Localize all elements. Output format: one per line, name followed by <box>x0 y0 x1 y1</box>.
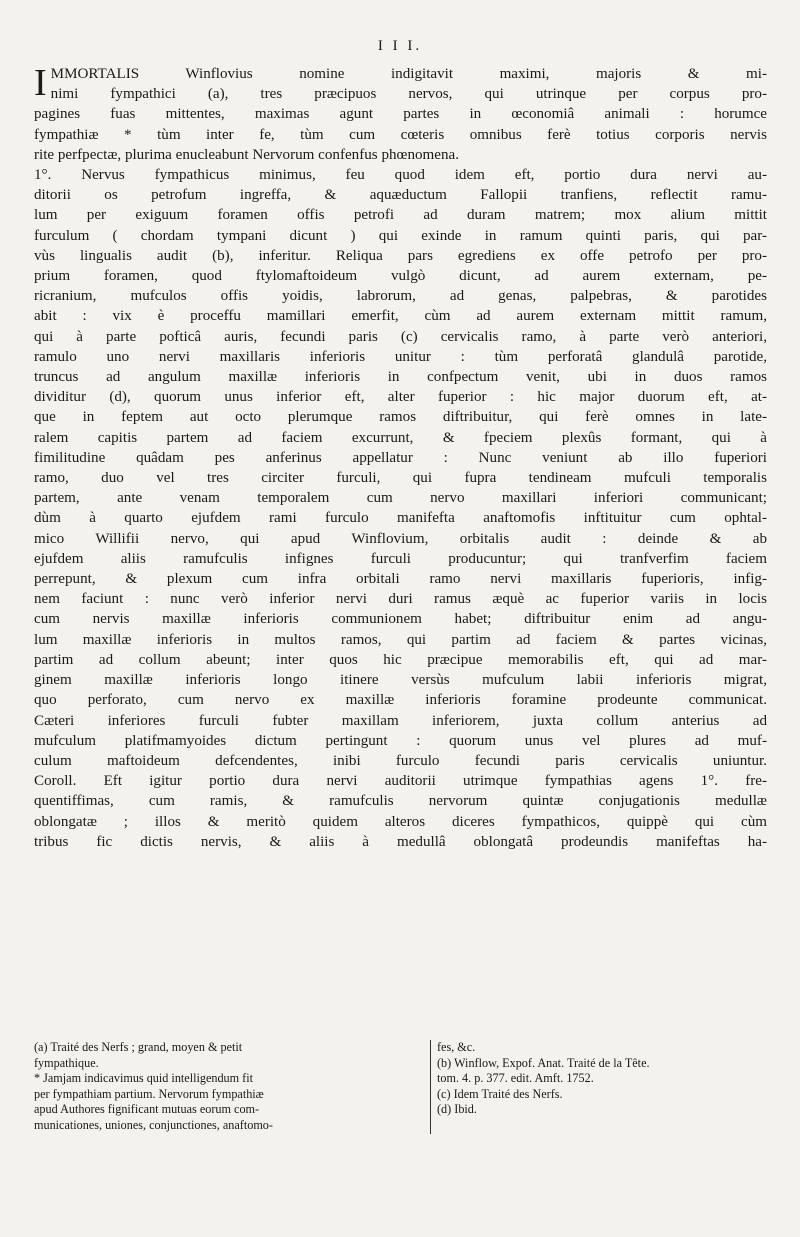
footnotes-left-column <box>34 1040 431 1134</box>
text-line: abit : vix è proceffu mamillari emerfit, cùm ad aurem externam mittit ramum, <box>34 308 767 325</box>
footnote-line: (b) Winflow, Expof. Anat. Traité de la Tête. <box>437 1055 650 1070</box>
text-line: que in feptem aut octo plerumque ramos diftribuitur, qui ferè omnes in late- <box>34 409 767 426</box>
footnotes <box>34 1040 767 1134</box>
text-line: fympathiæ * tùm inter fe, tùm cum cœteris omnibus ferè totius corporis nervis <box>34 126 767 143</box>
text-line: quo perforato, cum nervo ex maxillæ inferioris foramine prodeunte communicat. <box>34 692 767 709</box>
footnote-line: fes, &c. <box>437 1040 476 1054</box>
text-line: dùm à quarto ejufdem rami furculo manifefta anaftomofis inftituitur cum ophtal- <box>34 510 767 527</box>
text-line: oblongatæ ; illos & meritò quidem alteros diceres fympathicos, quippè qui cùm <box>34 813 767 830</box>
body-text <box>34 64 767 852</box>
text-line: ditorii os petrofum ingreffa, & aquæductum Fallopii tranfiens, reflectit ramu- <box>34 187 767 204</box>
text-line: prium foramen, quod ftylomaftoideum vulgò dicunt, ad aurem externam, pe- <box>34 268 767 285</box>
text-line: mico Willifii nervo, qui apud Winflovium, orbitalis audit : deinde & ab <box>34 530 767 547</box>
text-line: pagines fuas mittentes, maximas agunt partes in œconomiâ animali : horumce <box>34 106 767 123</box>
text-line: vùs lingualis audit (b), inferitur. Reliqua pars egrediens ex offe petrofo per pro- <box>34 247 767 264</box>
text-line: mufculum platifmamyoides dictum pertingunt : quorum unus vel plures ad muf- <box>34 732 767 749</box>
text-line: qui à parte pofticâ auris, fecundi paris (c) cervicalis ramo, à parte verò anteriori, <box>34 328 767 345</box>
text-line: quentiffimas, cum ramis, & ramufculis nervorum quintæ conjugationis medullæ <box>34 793 767 810</box>
text-line: ricranium, mufculos offis yoidis, labrorum, ad genas, palpebras, & parotides <box>34 288 767 305</box>
text-line: lum maxillæ inferioris in multos ramos, qui partim ad faciem & partes vicinas, <box>34 631 767 648</box>
text-line: cum nervis maxillæ inferioris communionem habet; diftribuitur enim ad angu- <box>34 611 767 628</box>
text-line: rite perfpectæ, plurima enucleabunt Nervorum confenfus phœnomena. <box>34 146 459 163</box>
text-line: furculum ( chordam tympani dicunt ) qui exinde in ramum quinti paris, qui par- <box>34 227 767 244</box>
text-line: ginem maxillæ inferioris longo itinere versùs mufculum labii inferioris migrat, <box>34 672 767 689</box>
drop-cap: I <box>34 62 47 104</box>
footnote-line: fympathique. <box>34 1055 99 1070</box>
page-number: I I I. <box>377 38 423 54</box>
footnote-line: municationes, uniones, conjunctiones, anaftomo- <box>34 1117 273 1132</box>
text-line: nem faciunt : nunc verò inferior nervi duri ramus æquè ac fuperior variis in locis <box>34 591 767 608</box>
text-line: nimi fympathici (a), tres præcipuos nervos, qui utrinque per corpus pro- <box>50 86 767 103</box>
footnotes-right-column <box>431 1040 767 1134</box>
text-line: tribus fic dictis nervis, & aliis à medullâ oblongatâ prodeundis manifeftas ha- <box>34 833 767 850</box>
text-line: lum per exiguum foramen offis petrofi ad duram matrem; mox alium mittit <box>34 207 767 224</box>
footnote-line: apud Authores fignificant mutuas eorum com- <box>34 1102 260 1117</box>
text-line: 1°. Nervus fympathicus minimus, feu quod idem eft, portio dura nervi au- <box>34 167 767 184</box>
text-line: MMORTALIS Winflovius nomine indigitavit maximi, majoris & mi- <box>50 66 767 82</box>
footnote-line: per fympathiam partium. Nervorum fympathiæ <box>34 1086 264 1101</box>
text-line: truncus ad angulum maxillæ inferioris in confpectum venit, ubi in duos ramos <box>34 369 767 386</box>
text-line: culum maftoideum defcendentes, inibi furculo fecundi paris cervicalis uniuntur. <box>34 752 767 769</box>
text-line: Coroll. Eft igitur portio dura nervi auditorii utrimque fympathias agens 1°. fre- <box>34 773 767 790</box>
text-line: partim ad collum abeunt; inter quos hic præcipue memorabilis eft, qui ad mar- <box>34 651 767 668</box>
text-line: ramo, duo vel tres circiter furculi, qui fupra tendineam mufculi temporalis <box>34 470 767 487</box>
footnote-line: tom. 4. p. 377. edit. Amft. 1752. <box>437 1071 594 1086</box>
footnote-line: (d) Ibid. <box>437 1102 477 1117</box>
text-line: partem, ante venam temporalem cum nervo maxillari inferiori communicant; <box>34 490 767 507</box>
text-line: ejufdem aliis ramufculis infignes furculi producuntur; qui tranfverfim faciem <box>34 550 767 567</box>
text-line: Cæteri inferiores furculi fubter maxillam inferiorem, juxta collum anterius ad <box>34 712 767 729</box>
text-line: fimilitudine quâdam pes anferinus appellatur : Nunc veniunt ab illo fuperiori <box>34 449 767 466</box>
footnote-line: (a) Traité des Nerfs ; grand, moyen & petit <box>34 1040 243 1054</box>
footnote-line: (c) Idem Traité des Nerfs. <box>437 1086 563 1101</box>
text-line: ramulo uno nervi maxillaris inferioris unitur : tùm perforatâ glandulâ parotide, <box>34 348 767 365</box>
footnote-line: * Jamjam indicavimus quid intelligendum fit <box>34 1071 254 1086</box>
text-line: dividitur (d), quorum unus inferior eft, alter fuperior : hic major duorum eft, at- <box>34 389 767 406</box>
text-line: ralem capitis partem ad faciem excurrunt, & fpeciem plexûs formant, qui à <box>34 429 767 446</box>
text-line: perrepunt, & plexum cum infra orbitali ramo nervi maxillaris fuperioris, infig- <box>34 571 767 588</box>
